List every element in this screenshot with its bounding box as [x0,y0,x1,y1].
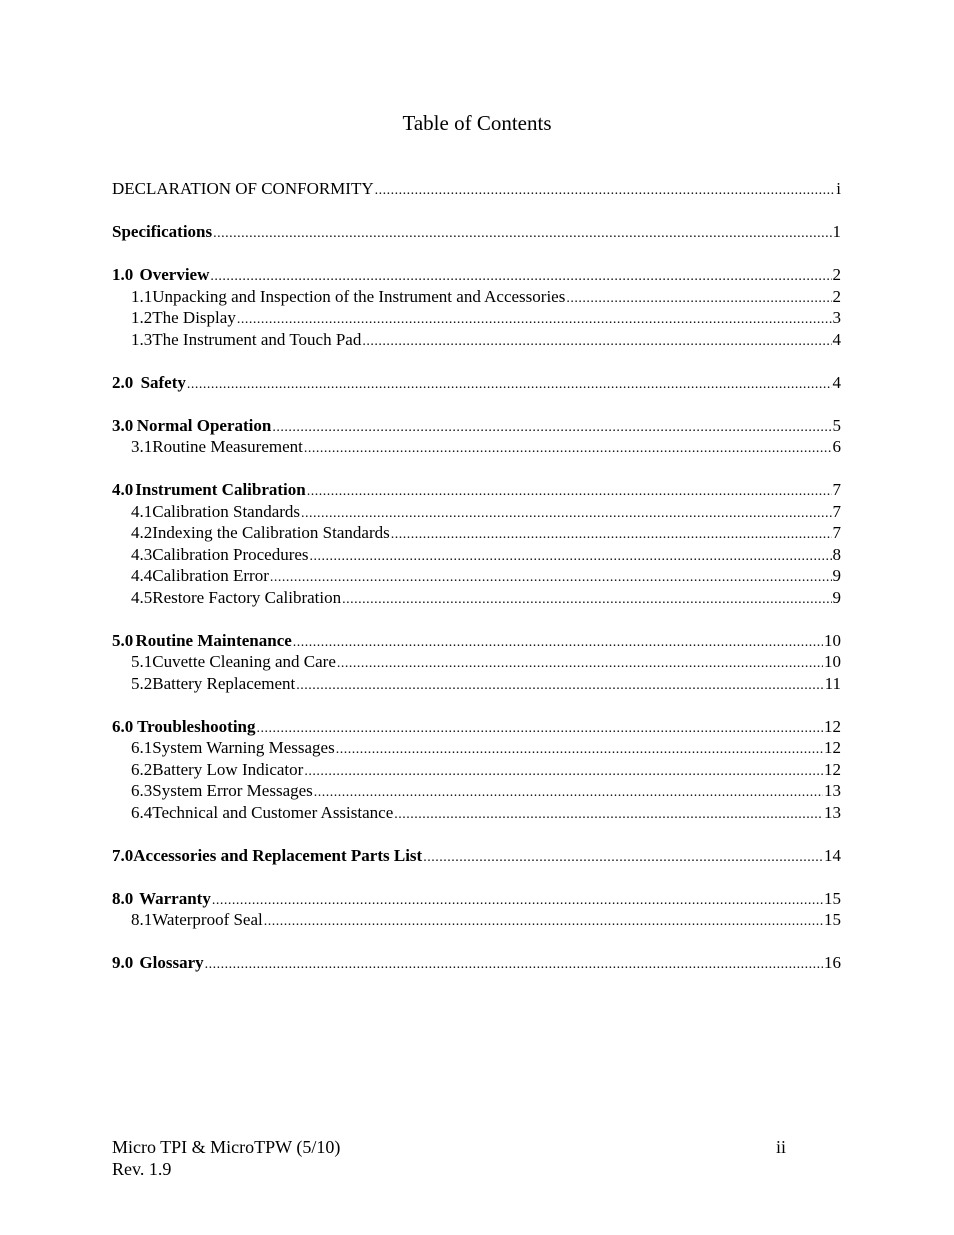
toc-entry-number: 8.0 [112,888,134,908]
footer-document-title: Micro TPI & MicroTPW (5/10) [112,1137,341,1157]
toc-entry-number: 1.0 [112,265,134,284]
dot-leader [336,739,823,761]
toc-section-1[interactable] [112,264,841,286]
dot-leader [257,718,824,740]
dot-leader [237,309,832,331]
dot-leader [423,847,823,869]
page-footer [112,1136,340,1180]
dot-leader [337,653,823,675]
toc-subsection-5-2[interactable] [112,673,841,695]
dot-leader [213,223,831,245]
toc-entry-label: System Error Messages [152,781,313,800]
toc-entry-number: 4.3 [131,544,153,564]
footer-revision: Rev. 1.9 [112,1159,172,1179]
dot-leader [304,438,832,460]
toc-entry-page: 7 [832,480,841,499]
toc-entry-number: 4.2 [131,523,153,542]
toc-subsection-6-4[interactable] [112,802,841,824]
toc-subsection-4-5[interactable] [112,587,841,609]
toc-entry-page: 2 [832,265,841,284]
table-of-contents [112,178,841,974]
toc-entry-page: 2 [832,286,841,306]
toc-entry-label: Calibration Procedures [152,544,309,564]
toc-section-9[interactable] [112,952,841,974]
toc-entry-label: Overview [139,265,210,284]
dot-leader [296,675,823,697]
toc-entry-label: Battery Low Indicator [152,759,304,779]
toc-subsection-4-2[interactable] [112,522,841,544]
toc-entry-page: 14 [824,845,841,865]
toc-entry-page: 7 [832,523,841,542]
dot-leader [342,589,831,611]
toc-section-2[interactable] [112,372,841,394]
toc-entry-label: Troubleshooting [137,716,256,736]
toc-entry-page: 7 [832,501,841,521]
toc-entry-number: 6.2 [131,759,153,779]
toc-section-8[interactable] [112,888,841,910]
toc-entry-number: 4.0 [112,480,134,499]
dot-leader [301,503,831,525]
dot-leader [270,567,832,589]
toc-entry-number: 1.2 [131,308,153,327]
toc-section-6[interactable] [112,716,841,738]
toc-entry-number: 4.5 [131,587,153,607]
toc-entry-label: Safety [140,372,186,392]
toc-entry-label: Indexing the Calibration Standards [152,523,390,542]
toc-entry-label: Routine Maintenance [135,630,292,650]
toc-subsection-6-1[interactable] [112,737,841,759]
toc-entry-number: 8.1 [131,910,153,929]
toc-entry-number: 5.2 [131,673,153,693]
toc-subsection-6-2[interactable] [112,759,841,781]
dot-leader [272,417,831,439]
toc-entry-number: 6.3 [131,781,153,800]
toc-entry-label: Calibration Standards [152,501,301,521]
toc-entry-label: Unpacking and Inspection of the Instrument and Accessories [152,286,566,306]
dot-leader [314,782,823,804]
page-title: Table of Contents [402,111,552,135]
toc-entry-number: 1.3 [131,329,153,349]
toc-entry-number: 5.1 [131,652,153,671]
toc-entry-specifications[interactable] [112,221,841,243]
toc-entry-label: Battery Replacement [152,673,296,693]
toc-subsection-1-2[interactable] [112,307,841,329]
dot-leader [310,546,832,568]
toc-entry-page: 13 [824,781,841,800]
dot-leader [362,331,831,353]
dot-leader [304,761,823,783]
dot-leader [205,954,823,976]
toc-entry-label: Routine Measurement [152,437,303,456]
dot-leader [375,180,836,202]
toc-subsection-8-1[interactable] [112,909,841,931]
dot-leader [391,524,832,546]
toc-entry-number: 3.1 [131,437,153,456]
toc-entry-label: Cuvette Cleaning and Care [152,652,336,671]
toc-subsection-3-1[interactable] [112,436,841,458]
toc-entry-page: 13 [824,802,841,822]
toc-entry-page: 15 [824,910,841,929]
toc-entry-page: 10 [824,652,841,671]
toc-entry-page: 5 [832,415,841,435]
toc-entry-number: 4.4 [131,566,153,585]
toc-entry-page: 1 [832,222,841,241]
toc-entry-number: 9.0 [112,953,134,972]
toc-entry-label: Waterproof Seal [152,910,263,929]
toc-entry-label: Normal Operation [136,415,272,435]
toc-entry-page: 4 [832,372,841,392]
toc-entry-label: Warranty [139,888,211,908]
footer-page-number: ii [776,1137,787,1157]
toc-entry-label: Calibration Error [152,566,269,585]
toc-entry-page: 12 [824,759,841,779]
toc-entry-number: 4.1 [131,501,153,521]
dot-leader [210,266,831,288]
toc-entry-page: 12 [824,716,841,736]
dot-leader [264,911,823,933]
toc-section-4[interactable] [112,479,841,501]
toc-entry-page: 4 [832,329,841,349]
toc-subsection-4-1[interactable] [112,501,841,523]
toc-entry-number: 6.1 [131,738,153,757]
toc-entry-label: Instrument Calibration [135,480,306,499]
toc-entry-number: 5.0 [112,630,134,650]
toc-entry-number: 6.0 [112,716,134,736]
toc-entry-label: DECLARATION OF CONFORMITY [112,179,374,198]
dot-leader [187,374,832,396]
toc-subsection-4-3[interactable] [112,544,841,566]
toc-entry-label: Technical and Customer Assistance [152,802,394,822]
toc-entry-label: Accessories and Replacement Parts List [133,845,423,865]
toc-entry-page: 3 [832,308,841,327]
toc-entry-declaration[interactable] [112,178,841,200]
toc-entry-page: 11 [824,673,841,693]
dot-leader [394,804,823,826]
toc-section-7[interactable] [112,845,841,867]
toc-entry-page: 15 [824,888,841,908]
toc-entry-label: Restore Factory Calibration [152,587,342,607]
toc-entry-number: 2.0 [112,372,134,392]
toc-entry-page: 6 [832,437,841,456]
toc-entry-page: 9 [832,566,841,585]
toc-entry-number: 1.1 [131,286,153,306]
toc-subsection-1-3[interactable] [112,329,841,351]
toc-entry-page: 9 [832,587,841,607]
toc-entry-label: The Display [152,308,236,327]
toc-entry-page: 16 [824,953,841,972]
toc-entry-page: 10 [824,630,841,650]
toc-entry-number: 7.0 [112,845,134,865]
dot-leader [293,632,823,654]
toc-entry-number: 6.4 [131,802,153,822]
toc-section-5[interactable] [112,630,841,652]
toc-subsection-4-4[interactable] [112,565,841,587]
toc-entry-number: 3.0 [112,415,134,435]
toc-entry-label: Glossary [139,953,204,972]
toc-entry-page: 8 [832,544,841,564]
dot-leader [307,481,832,503]
toc-subsection-1-1[interactable] [112,286,841,308]
toc-entry-label: System Warning Messages [152,738,335,757]
toc-entry-label: Specifications [112,222,213,241]
toc-entry-page: 12 [824,738,841,757]
dot-leader [212,890,823,912]
toc-entry-label: The Instrument and Touch Pad [152,329,362,349]
toc-entry-page: i [836,179,841,198]
toc-subsection-6-3[interactable] [112,780,841,802]
toc-section-3[interactable] [112,415,841,437]
dot-leader [566,288,831,310]
toc-subsection-5-1[interactable] [112,651,841,673]
